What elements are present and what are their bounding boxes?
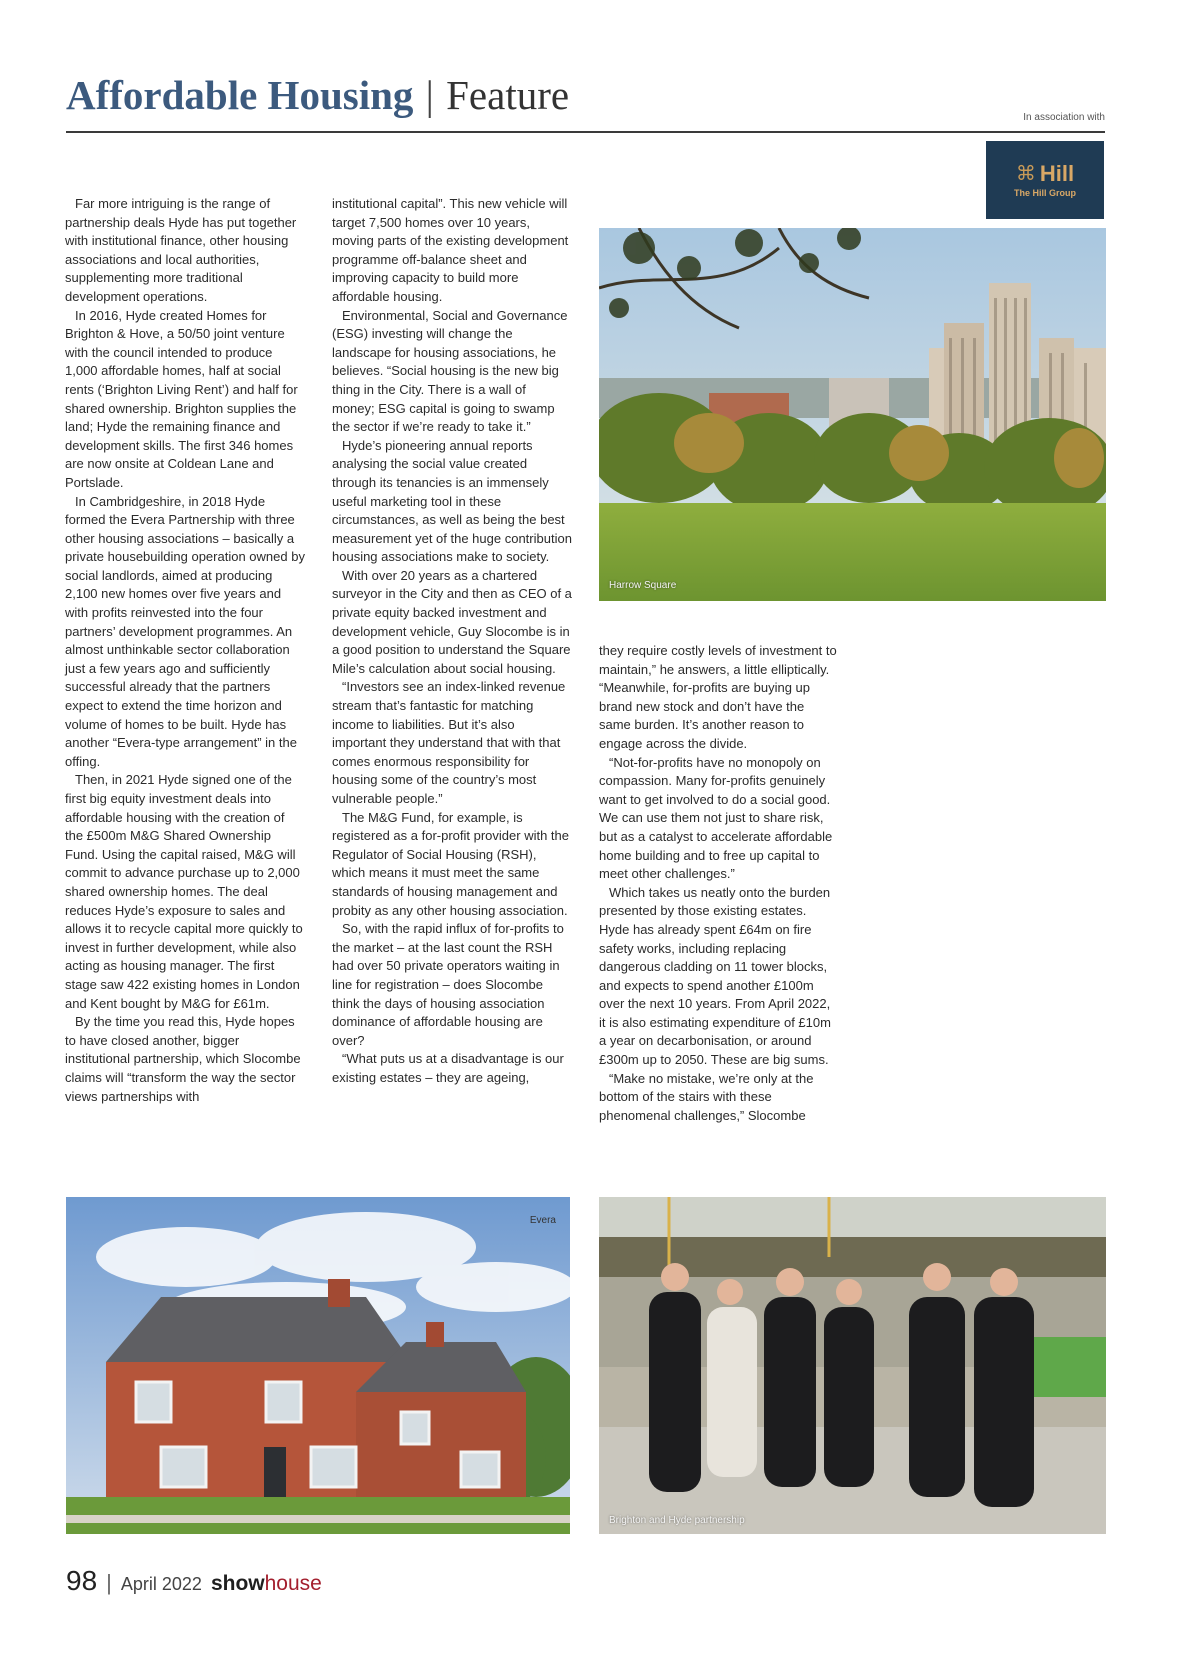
logo-subtitle: The Hill Group: [1014, 187, 1076, 198]
paragraph: Environmental, Social and Governance (ESG) investing will change the landscape for housing associations, he believes. “Social housing is the new big thing in the City. There is a wall of money; ESG capital is going to swamp the sector if we’re ready to take it.”: [332, 307, 568, 435]
evera-homes-photo: [66, 1197, 570, 1534]
page-number: 98: [66, 1565, 98, 1596]
paragraph-continued: they require costly levels of investment to maintain,” he answers, a little elliptically. “Meanwhile, for-profits are buying up brand new stock and don’t have the same burden. It’s another reason to engage across the divide.: [599, 643, 837, 751]
paragraph: So, with the rapid influx of for-profits to the market – at the last count the RSH had over 50 private operators waiting in line for registration – does Slocombe think the days of housing association dominance of affordable housing are over?: [332, 921, 564, 1048]
paragraph: With over 20 years as a chartered surveyor in the City and then as CEO of a private equity backed investment and development vehicle, Guy Slocombe is in a good position to understand the Square Mile’s calculation about social housing.: [332, 567, 572, 676]
article-column-2: [332, 195, 572, 1088]
title-separator: |: [425, 72, 434, 118]
issue-date: April 2022: [120, 1574, 202, 1594]
association-label: In association with: [1023, 112, 1105, 123]
section-kind: Feature: [446, 72, 570, 118]
paragraph-continued: institutional capital”. This new vehicle will target 7,500 homes over 10 years, moving parts of the existing development programme off-balance sheet and improving capacity to build more affordable housing.: [332, 196, 569, 304]
paragraph: In Cambridgeshire, in 2018 Hyde formed the Evera Partnership with three other housing associations – basically a private housebuilding operation owned by social landlords, aimed at producing 2,100 new homes over five years and with profits reinvested into the four partners’ development programmes. An almost unthinkable sector collaboration just a few years ago and sufficiently successful already that the partners expect to extend the time horizon and volume of homes to be built. Hyde has another “Evera-type arrangement” in the offing.: [65, 493, 305, 769]
paragraph: Which takes us neatly onto the burden presented by those existing estates. Hyde has already spent £64m on fire safety works, including replacing dangerous cladding on 11 tower blocks, and expects to spend another £100m over the next 10 years. From April 2022, it is also estimating expenditure of £10m a year on decarbonisation, or around £300m up to 2050. These are big sums.: [599, 884, 831, 1068]
paragraph: By the time you read this, Hyde hopes to have closed another, bigger institutional partnership, which Slocombe claims will “transform the way the sector views partnerships with: [65, 1014, 301, 1104]
photo-caption: Brighton and Hyde partnership: [609, 1515, 745, 1526]
sponsor-logo: [986, 141, 1104, 219]
photo-caption: Evera: [529, 1215, 556, 1226]
magazine-brand-house: house: [264, 1572, 322, 1595]
header-rule: [66, 131, 1105, 133]
logo-wordmark: Hill: [1039, 160, 1075, 186]
article-column-3: [599, 642, 839, 1125]
section-title: Affordable Housing: [66, 72, 414, 118]
paragraph: Far more intriguing is the range of partnership deals Hyde has put together with institutional finance, other housing associations and local authorities, supplementing more traditional development operations.: [65, 196, 297, 304]
paragraph: In 2016, Hyde created Homes for Brighton & Hove, a 50/50 joint venture with the council intended to produce 1,000 affordable homes, half at social rents (‘Brighton Living Rent’) and half for shared ownership. Brighton supplies the land; Hyde the remaining finance and development skills. The first 346 homes are now onsite at Coldean Lane and Portslade.: [65, 307, 298, 490]
hill-logo-icon: ⌘: [1015, 162, 1036, 185]
paragraph: “Not-for-profits have no monopoly on compassion. Many for-profits genuinely want to get involved to do a social good. We can use them not just to share risk, but as a catalyst to accelerate affordable home building and to free up capital to meet other challenges.”: [599, 754, 833, 882]
paragraph: Then, in 2021 Hyde signed one of the first big equity investment deals into affordable housing with the creation of the £500m M&G Shared Ownership Fund. Using the capital raised, M&G will commit to advance purchase up to 2,000 shared ownership homes. The deal reduces Hyde’s exposure to sales and allows it to recycle capital more quickly to invest in further development, while also acting as housing manager. The first stage saw 422 existing homes in London and Kent bought by M&G for £61m.: [65, 772, 303, 1011]
paragraph: “Make no mistake, we’re only at the bottom of the stairs with these phenomenal challenges,” Slocombe: [599, 1070, 814, 1123]
page-footer: [66, 1565, 322, 1597]
page-title: [66, 70, 569, 120]
magazine-brand-show: show: [210, 1572, 265, 1595]
footer-separator: |: [106, 1570, 112, 1595]
article-column-1: [65, 195, 305, 1106]
brighton-partnership-photo: [599, 1197, 1106, 1534]
paragraph: Hyde’s pioneering annual reports analysing the social value created through its tenancies is an immensely useful marketing tool in these circumstances, as well as being the best measurement yet of the huge contribution housing associations make to society.: [332, 437, 572, 565]
paragraph: “What puts us at a disadvantage is our existing estates – they are ageing,: [332, 1051, 564, 1085]
paragraph: The M&G Fund, for example, is registered as a for-profit provider with the Regulator of Social Housing (RSH), which means it must meet the same standards of housing management and probity as any other housing association.: [332, 809, 569, 918]
paragraph: “Investors see an index-linked revenue stream that’s fantastic for matching income to liabilities. But it’s also important they understand that with that comes enormous responsibility for housing some of the country’s most vulnerable people.”: [332, 679, 566, 806]
harrow-square-photo: [599, 228, 1106, 601]
photo-caption: Harrow Square: [609, 580, 677, 591]
